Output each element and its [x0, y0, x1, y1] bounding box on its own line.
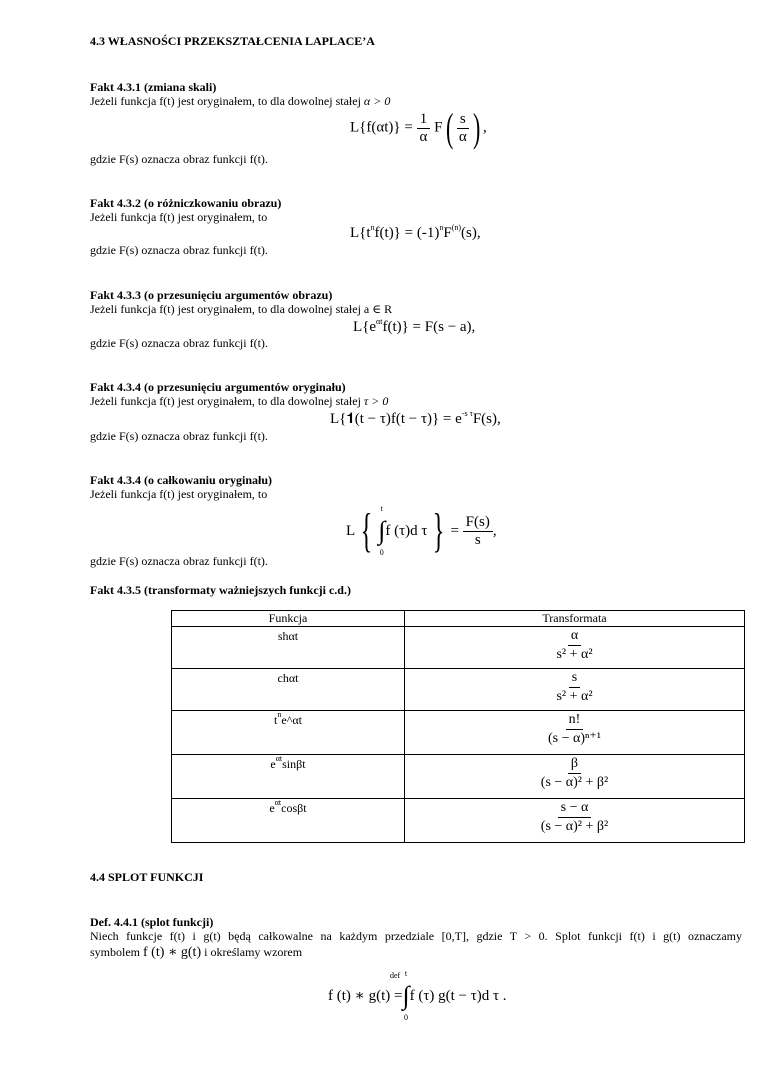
- definition-4-4-1-symbol-line: symbolem f (t) ∗ g(t) i określamy wzorem: [90, 945, 303, 960]
- definition-4-4-1-formula: f (t) ∗ g(t) = def t ∫ 0 f (τ) g(t − τ)d τ .: [328, 969, 507, 1022]
- fact-4-3-4-integral-note: gdzie F(s) oznacza obraz funkcji f(t).: [90, 554, 268, 568]
- fact-4-3-4-integral-statement: Jeżeli funkcja f(t) jest oryginałem, to: [90, 487, 268, 501]
- function-cell: chαt: [172, 669, 405, 711]
- function-cell: $e^{\alpha t}\cos\beta t$: [172, 799, 405, 843]
- table-header-row: [172, 611, 745, 627]
- definition-4-4-1-text: Niech funkcje f(t) i g(t) będą całkowalne na każdym przedziale [0,T], gdzie T > 0. Splot funkcji f(t) i g(t) oznaczamy: [90, 929, 742, 943]
- column-header-transform: Transformata: [405, 611, 745, 627]
- function-cell: $e^{\alpha t}\sin\beta t$: [172, 755, 405, 799]
- fact-4-3-1-title: Fakt 4.3.1 (zmiana skali): [90, 80, 217, 94]
- column-header-function: Funkcja: [172, 611, 405, 627]
- table-row: [172, 755, 745, 799]
- fact-4-3-3-formula: $L\{e^{\alpha t}f(t)\} = F(s - a)$,: [353, 317, 476, 335]
- fact-4-3-4-integral-formula: L { t ∫ 0 f (τ)d τ } = $\frac{F(s)}{s}$ ,: [346, 504, 497, 557]
- integral-sign: ∫: [378, 516, 386, 545]
- integral-sign: ∫: [402, 981, 410, 1010]
- transform-cell: $\frac{s - \alpha}{\text{(s − α)² + β²}}$: [405, 799, 745, 843]
- fact-4-3-2-statement: Jeżeli funkcja f(t) jest oryginałem, to: [90, 210, 268, 224]
- table-row: [172, 669, 745, 711]
- fact-4-3-2-formula: $L\{t^nf(t)\} = (-1)^nF^{(n)}(s)$,: [350, 223, 481, 241]
- transform-table: [171, 610, 745, 843]
- fact-4-3-4-integral-title: Fakt 4.3.4 (o całkowaniu oryginału): [90, 473, 273, 487]
- table-row: [172, 627, 745, 669]
- function-cell: shαt: [172, 627, 405, 669]
- fact-4-3-1-note: gdzie F(s) oznacza obraz funkcji f(t).: [90, 152, 268, 166]
- fact-4-3-5-title: Fakt 4.3.5 (transformaty ważniejszych funkcji c.d.): [90, 583, 351, 597]
- fact-4-3-1-statement: Jeżeli funkcja f(t) jest oryginałem, to dla dowolnej stałej α > 0: [90, 94, 391, 108]
- function-cell: $t^ne\^{}\alpha t$: [172, 711, 405, 755]
- fact-4-3-4-shift-formula: L{𝟏(t − $\tau)f(t - \tau)\} = e^{-s \tau}F(s)$,: [330, 409, 501, 427]
- table-row: [172, 799, 745, 843]
- fact-4-3-4-shift-title: Fakt 4.3.4 (o przesunięciu argumentów oryginału): [90, 380, 346, 394]
- fact-4-3-1-formula: L{f(αt)} = $\frac{1}{\alpha}$ F( $\frac{s}{\alpha}$ ) ,: [350, 105, 487, 150]
- fact-4-3-2-note: gdzie F(s) oznacza obraz funkcji f(t).: [90, 243, 268, 257]
- transform-cell: $\frac{n!}{\text{(s − α)ⁿ⁺¹}}$: [405, 711, 745, 755]
- section-heading-4-3: 4.3 WŁASNOŚCI PRZEKSZTAŁCENIA LAPLACE’A: [90, 34, 375, 48]
- table-row: [172, 711, 745, 755]
- fact-4-3-3-note: gdzie F(s) oznacza obraz funkcji f(t).: [90, 336, 268, 350]
- transform-cell: $\frac{s}{\text{s² + α²}}$: [405, 669, 745, 711]
- fact-4-3-4-shift-statement: Jeżeli funkcja f(t) jest oryginałem, to dla dowolnej stałej τ > 0: [90, 394, 389, 408]
- fact-4-3-4-shift-note: gdzie F(s) oznacza obraz funkcji f(t).: [90, 429, 268, 443]
- definition-4-4-1-title: Def. 4.4.1 (splot funkcji): [90, 915, 214, 929]
- fact-4-3-3-title: Fakt 4.3.3 (o przesunięciu argumentów obrazu): [90, 288, 333, 302]
- transform-cell: $\frac{\alpha}{\text{s² + α²}}$: [405, 627, 745, 669]
- fact-4-3-3-statement: Jeżeli funkcja f(t) jest oryginałem, to dla dowolnej stałej a ∈ R: [90, 302, 393, 316]
- fact-4-3-2-title: Fakt 4.3.2 (o różniczkowaniu obrazu): [90, 196, 282, 210]
- transform-cell: $\frac{\beta}{\text{(s − α)² + β²}}$: [405, 755, 745, 799]
- section-heading-4-4: 4.4 SPLOT FUNKCJI: [90, 870, 204, 884]
